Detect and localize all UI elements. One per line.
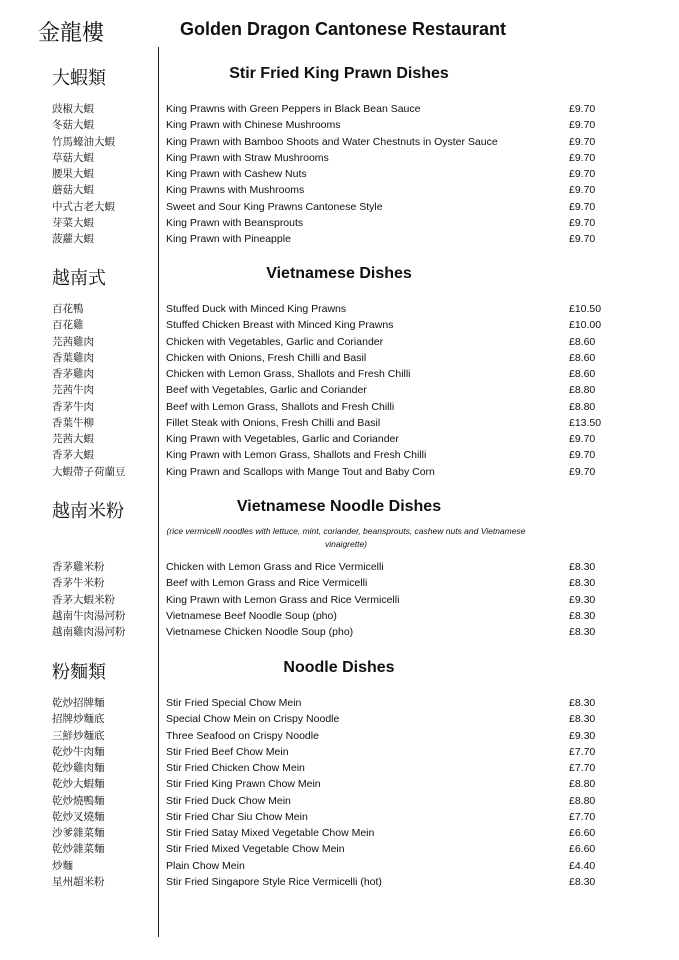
item-name-english: Stir Fried Char Siu Chow Mein <box>166 810 308 823</box>
item-name-chinese: 香葉牛柳 <box>52 416 94 429</box>
item-name-chinese: 乾炒雜菜麵 <box>52 843 105 856</box>
item-name-english: Stir Fried Chicken Chow Mein <box>166 762 305 774</box>
item-price: £8.60 <box>569 335 596 348</box>
item-price: £9.70 <box>569 465 596 478</box>
menu-item <box>0 101 679 117</box>
item-price: £8.30 <box>569 609 596 622</box>
item-name-english: Stir Fried Singapore Style Rice Vermicelli (hot) <box>166 875 382 888</box>
item-price: £9.30 <box>569 593 596 606</box>
item-name-chinese: 百花鴨 <box>52 303 84 315</box>
item-name-chinese: 芫茜雞肉 <box>52 335 94 348</box>
menu-item <box>0 728 679 744</box>
item-name-chinese: 香茅雞米粉 <box>52 561 105 573</box>
menu-item <box>0 575 679 591</box>
item-name-english: Stuffed Duck with Minced King Prawns <box>166 303 347 315</box>
item-name-english: King Prawn with Chinese Mushrooms <box>166 119 341 132</box>
menu-item <box>0 150 679 166</box>
item-name-english: King Prawn and Scallops with Mange Tout and Baby Corn <box>166 465 435 478</box>
item-name-chinese: 芫茜大蝦 <box>52 433 94 445</box>
menu-item <box>0 134 679 150</box>
item-name-chinese: 香茅牛米粉 <box>52 577 105 590</box>
menu-item <box>0 231 679 247</box>
menu-item <box>0 334 679 350</box>
item-price: £8.80 <box>569 400 596 413</box>
menu-item <box>0 776 679 792</box>
item-name-english: King Prawn with Cashew Nuts <box>166 168 307 180</box>
item-name-chinese: 草菇大蝦 <box>52 151 94 164</box>
item-name-english: Stir Fried Duck Chow Mein <box>166 794 291 807</box>
section-title-chinese: 越南米粉 <box>52 501 124 522</box>
item-name-english: Sweet and Sour King Prawns Cantonese Style <box>166 200 383 213</box>
item-name-chinese: 腰果大蝦 <box>52 168 94 180</box>
item-name-english: Chicken with Onions, Fresh Chilli and Basil <box>166 351 367 364</box>
menu-item <box>0 447 679 463</box>
menu-item <box>0 399 679 415</box>
item-name-english: King Prawn with Beansprouts <box>166 216 304 229</box>
menu-item-list <box>0 301 679 480</box>
item-price: £9.70 <box>569 184 596 197</box>
item-name-chinese: 香茅雞肉 <box>52 368 94 380</box>
item-name-english: Stir Fried Satay Mixed Vegetable Chow Mein <box>166 827 375 839</box>
menu-item <box>0 858 679 874</box>
item-name-chinese: 香茅牛肉 <box>52 400 94 413</box>
item-name-english: Plain Chow Mein <box>166 859 245 872</box>
item-price: £8.30 <box>569 561 596 573</box>
item-price: £6.60 <box>569 843 596 856</box>
section-title-chinese: 粉麵類 <box>52 662 106 683</box>
menu-item <box>0 166 679 182</box>
item-name-english: King Prawns with Green Peppers in Black Bean Sauce <box>166 103 421 115</box>
item-name-english: Beef with Lemon Grass and Rice Vermicelli <box>166 577 368 590</box>
item-name-chinese: 冬菇大蝦 <box>52 119 94 132</box>
item-price: £8.80 <box>569 778 596 791</box>
item-name-english: Chicken with Lemon Grass and Rice Vermicelli <box>166 561 384 573</box>
item-name-english: King Prawn with Lemon Grass and Rice Vermicelli <box>166 593 400 606</box>
menu-item <box>0 215 679 231</box>
item-price: £9.70 <box>569 151 596 164</box>
menu-item <box>0 382 679 398</box>
menu-item-list <box>0 695 679 890</box>
item-name-chinese: 菠蘿大蝦 <box>52 233 94 245</box>
menu-item <box>0 825 679 841</box>
item-name-chinese: 三鮮炒麵底 <box>52 729 105 742</box>
item-name-chinese: 乾炒叉燒麵 <box>52 810 105 823</box>
item-name-english: King Prawn with Lemon Grass, Shallots and Fresh Chilli <box>166 449 427 462</box>
item-price: £9.70 <box>569 135 596 148</box>
item-name-chinese: 星州超米粉 <box>52 875 105 888</box>
menu-item <box>0 366 679 382</box>
menu-item <box>0 199 679 215</box>
item-price: £8.30 <box>569 713 596 726</box>
item-price: £8.80 <box>569 384 596 397</box>
menu-item <box>0 695 679 711</box>
menu-item <box>0 415 679 431</box>
item-price: £8.30 <box>569 626 596 638</box>
item-name-chinese: 蘑菇大蝦 <box>52 184 94 197</box>
item-name-english: Chicken with Vegetables, Garlic and Coriander <box>166 335 384 348</box>
item-price: £10.00 <box>569 319 602 332</box>
item-name-chinese: 越南牛肉湯河粉 <box>52 609 126 622</box>
menu-item <box>0 809 679 825</box>
item-price: £8.60 <box>569 351 596 364</box>
item-name-chinese: 芽菜大蝦 <box>52 216 94 229</box>
section-title-chinese: 越南式 <box>52 268 106 289</box>
menu-item <box>0 608 679 624</box>
menu-item <box>0 592 679 608</box>
section-title-chinese: 大蝦類 <box>52 68 106 89</box>
item-name-chinese: 招牌炒麵底 <box>52 713 105 726</box>
menu-item <box>0 350 679 366</box>
section-title-english: Stir Fried King Prawn Dishes <box>229 65 449 82</box>
menu-item <box>0 793 679 809</box>
item-price: £9.70 <box>569 168 596 180</box>
item-name-chinese: 香茅大蝦 <box>52 449 94 462</box>
restaurant-logo-text: 金龍樓 <box>38 21 105 46</box>
item-name-chinese: 香葉雞肉 <box>52 351 94 364</box>
item-name-chinese: 竹馬蠔油大蝦 <box>52 135 115 148</box>
menu-item <box>0 182 679 198</box>
section-title-english: Noodle Dishes <box>283 659 395 676</box>
section-title-english: Vietnamese Noodle Dishes <box>236 498 442 515</box>
item-name-english: Stir Fried Beef Chow Mein <box>166 745 289 758</box>
item-price: £13.50 <box>569 416 602 429</box>
item-name-chinese: 香茅大蝦米粉 <box>52 593 115 606</box>
item-name-chinese: 豉椒大蝦 <box>52 103 94 115</box>
item-price: £7.70 <box>569 762 596 774</box>
item-name-english: Stuffed Chicken Breast with Minced King Prawns <box>166 319 394 332</box>
item-price: £4.40 <box>569 859 596 872</box>
item-price: £9.70 <box>569 449 596 462</box>
menu-item <box>0 624 679 640</box>
menu-item <box>0 559 679 575</box>
item-name-english: Beef with Vegetables, Garlic and Coriander <box>166 384 367 397</box>
menu-item <box>0 744 679 760</box>
menu-item <box>0 117 679 133</box>
item-name-english: Vietnamese Beef Noodle Soup (pho) <box>166 609 337 622</box>
item-name-chinese: 炒麵 <box>52 859 73 872</box>
item-name-english: Stir Fried Mixed Vegetable Chow Mein <box>166 843 345 856</box>
item-price: £8.30 <box>569 697 596 709</box>
item-name-english: Stir Fried King Prawn Chow Mein <box>166 778 321 791</box>
menu-item-list <box>0 101 679 247</box>
menu-item <box>0 317 679 333</box>
item-name-english: Fillet Steak with Onions, Fresh Chilli and Basil <box>166 416 381 429</box>
item-price: £7.70 <box>569 745 596 758</box>
item-name-chinese: 百花雞 <box>52 319 84 332</box>
item-name-english: King Prawn with Pineapple <box>166 233 291 245</box>
item-name-chinese: 越南雞肉湯河粉 <box>52 626 126 638</box>
item-name-chinese: 乾炒燒鴨麵 <box>52 794 105 807</box>
item-name-english: Special Chow Mein on Crispy Noodle <box>166 713 340 726</box>
item-price: £9.70 <box>569 119 596 132</box>
item-price: £9.70 <box>569 200 596 213</box>
item-name-chinese: 芫茜牛肉 <box>52 384 94 397</box>
item-name-chinese: 大蝦帶子荷蘭豆 <box>52 465 126 478</box>
menu-item-list <box>0 559 679 640</box>
item-price: £8.60 <box>569 368 596 380</box>
section-title-english: Vietnamese Dishes <box>266 265 412 282</box>
item-name-chinese: 乾炒招牌麵 <box>52 697 105 709</box>
item-name-english: Chicken with Lemon Grass, Shallots and Fresh Chilli <box>166 368 411 380</box>
item-price: £9.70 <box>569 216 596 229</box>
item-name-english: King Prawn with Straw Mushrooms <box>166 151 329 164</box>
item-name-chinese: 中式古老大蝦 <box>52 200 115 213</box>
menu-item <box>0 711 679 727</box>
item-name-english: Vietnamese Chicken Noodle Soup (pho) <box>166 626 354 638</box>
item-name-english: Three Seafood on Crispy Noodle <box>166 729 319 742</box>
item-price: £10.50 <box>569 303 602 315</box>
item-price: £9.70 <box>569 233 596 245</box>
item-name-chinese: 乾炒雞肉麵 <box>52 762 105 774</box>
item-name-chinese: 乾炒大蝦麵 <box>52 778 105 791</box>
item-price: £8.30 <box>569 875 596 888</box>
item-name-english: Beef with Lemon Grass, Shallots and Fresh Chilli <box>166 400 395 413</box>
item-price: £9.70 <box>569 103 596 115</box>
menu-item <box>0 874 679 890</box>
item-price: £8.80 <box>569 794 596 807</box>
item-name-chinese: 乾炒牛肉麵 <box>52 745 105 758</box>
section-note: (rice vermicelli noodles with lettuce, mint, coriander, beansprouts, cashew nuts and Vietnamese vinaigrette) <box>166 526 526 549</box>
item-price: £9.30 <box>569 729 596 742</box>
item-name-english: King Prawns with Mushrooms <box>166 184 305 197</box>
menu-item <box>0 841 679 857</box>
item-name-english: King Prawn with Vegetables, Garlic and Coriander <box>166 433 399 445</box>
page-title: Golden Dragon Cantonese Restaurant <box>180 19 507 39</box>
menu-item <box>0 464 679 480</box>
item-price: £9.70 <box>569 433 596 445</box>
item-name-chinese: 沙爹雜菜麵 <box>52 827 105 839</box>
item-name-english: King Prawn with Bamboo Shoots and Water Chestnuts in Oyster Sauce <box>166 135 498 148</box>
item-name-english: Stir Fried Special Chow Mein <box>166 697 302 709</box>
item-price: £7.70 <box>569 810 596 823</box>
menu-item <box>0 301 679 317</box>
menu-item <box>0 431 679 447</box>
item-price: £6.60 <box>569 827 596 839</box>
menu-item <box>0 760 679 776</box>
item-price: £8.30 <box>569 577 596 590</box>
